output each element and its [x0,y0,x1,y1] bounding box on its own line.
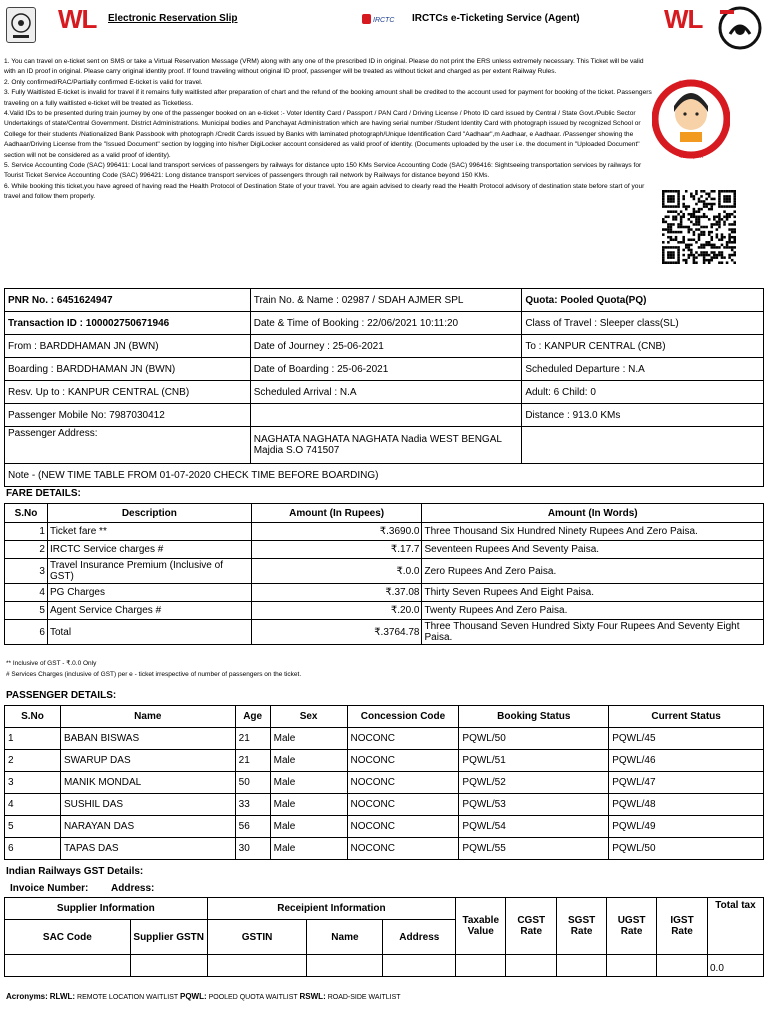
wl-logo-right: WL [664,4,703,34]
pax-concession: NOCONC [347,750,459,772]
irctc-logo-icon [362,11,404,27]
pax-concession: NOCONC [347,816,459,838]
pax-age: 21 [235,728,270,750]
gstin-header: GSTIN [207,920,307,955]
total-tax-value: 0.0 [708,955,764,977]
fare-amount: ₹.0.0 [251,559,422,584]
fare-header-description: Description [47,504,251,523]
pax-header-booking-status: Booking Status [459,706,609,728]
badge-top-text: बेटी बचाओ [678,81,704,88]
fare-amount: ₹.37.08 [251,584,422,602]
fare-amount-words: Three Thousand Seven Hundred Sixty Four Rupees And Seventy Eight Paisa. [422,620,764,645]
cgst-rate-header: CGST Rate [506,898,557,955]
fare-amount: ₹.3690.0 [251,523,422,541]
fare-footnote-service: # Services Charges (inclusive of GST) per e - ticket irrespective of number of passengers on the ticket. [6,671,302,678]
pax-booking-status: PQWL/51 [459,750,609,772]
ugst-rate-header: UGST Rate [607,898,657,955]
fare-header-sno: S.No [5,504,48,523]
pax-sex: Male [270,794,347,816]
gst-cell [557,955,607,977]
empty-cell [250,404,522,427]
gst-cell [657,955,708,977]
pax-age: 33 [235,794,270,816]
acronym-pqwl: PQWL: [179,992,207,1001]
timetable-note: Note - (NEW TIME TABLE FROM 01-07-2020 CHECK TIME BEFORE BOARDING) [5,464,764,487]
pax-sno: 4 [5,794,61,816]
fare-table [4,503,764,645]
fare-description: Ticket fare ** [47,523,251,541]
address-line-2: Majdia S.O 741507 [253,445,340,456]
fare-description: Total [47,620,251,645]
irctc-logo-text: IRCTC [373,17,395,24]
gst-cell [130,955,207,977]
pax-current-status: PQWL/46 [609,750,764,772]
pax-header-current-status: Current Status [609,706,764,728]
instruction-1: 1. You can travel on e-ticket sent on SMS or take a Virtual Reservation Message (VRM) along with any one of the prescribed ID in original. Please do not print the ERS unless extremely necessary. This Ticket will be valid with an ID proof in original. Please carry original identity proof. If found traveling without original ID proof, passenger will be treated as without ticket and charged as per extent Railway Rules. [4,58,644,76]
pax-age: 30 [235,838,270,860]
supplier-gstn-header: Supplier GSTN [130,920,207,955]
gst-cell [207,955,307,977]
address-line-1: NAGHATA NAGHATA NAGHATA Nadia WEST BENGAL [253,434,502,445]
pax-concession: NOCONC [347,838,459,860]
fare-row [5,584,764,602]
sgst-rate-header: SGST Rate [557,898,607,955]
fare-row [5,523,764,541]
pax-header-concession: Concession Code [347,706,459,728]
pax-header-sno: S.No [5,706,61,728]
fare-sno: 5 [5,602,48,620]
instruction-3: 3. Fully Waitlisted E-ticket is invalid for travel if it remains fully waitlisted after preparation of chart and the refund of the booking amount shall be credited to the account used for payment for booking of the ticket. Passengers traveling on a fully waitlisted e-ticket will be treated as Ticketless. [4,89,652,107]
fare-details-title: FARE DETAILS: [6,488,81,499]
railway-emblem-icon [6,7,36,43]
fare-amount: ₹.17.7 [251,541,422,559]
fare-sno: 1 [5,523,48,541]
transaction-id: Transaction ID : 100002750671946 [5,312,251,335]
pax-concession: NOCONC [347,794,459,816]
recipient-info-header: Receipient Information [207,898,456,920]
acronyms-label: Acronyms: [6,992,48,1001]
passenger-address [250,427,522,464]
pnr-number: PNR No. : 6451624947 [5,289,251,312]
boarding-station: Boarding : BARDDHAMAN JN (BWN) [5,358,251,381]
fare-row [5,541,764,559]
distance: Distance : 913.0 KMs [522,404,764,427]
pax-sno: 5 [5,816,61,838]
pax-current-status: PQWL/49 [609,816,764,838]
pax-sno: 1 [5,728,61,750]
pax-name: NARAYAN DAS [60,816,235,838]
pax-name: TAPAS DAS [60,838,235,860]
reservation-upto: Resv. Up to : KANPUR CENTRAL (CNB) [5,381,251,404]
acronyms-line [6,992,401,1001]
fare-header-amount: Amount (In Rupees) [251,504,422,523]
pax-name: SUSHIL DAS [60,794,235,816]
passenger-details-title: PASSENGER DETAILS: [6,690,117,701]
passenger-row [5,794,764,816]
pax-age: 50 [235,772,270,794]
gst-cell [5,955,131,977]
fare-footnote-gst: ** Inclusive of GST - ₹.0.0 Only [6,660,97,667]
fare-description: Travel Insurance Premium (Inclusive of GST) [47,559,251,584]
total-tax-header: Total tax [708,898,764,955]
journey-date: Date of Journey : 25-06-2021 [250,335,522,358]
gst-details-title: Indian Railways GST Details: [6,866,144,877]
gst-cell [607,955,657,977]
pax-sno: 3 [5,772,61,794]
train-name: Train No. & Name : 02987 / SDAH AJMER SPL [250,289,522,312]
fare-amount-words: Thirty Seven Rupees And Eight Paisa. [422,584,764,602]
fare-row [5,620,764,645]
pax-age: 56 [235,816,270,838]
supplier-info-header: Supplier Information [5,898,208,920]
service-title: IRCTCs e-Ticketing Service (Agent) [412,13,580,24]
fare-sno: 2 [5,541,48,559]
instruction-6: 6. While booking this ticket,you have agreed of having read the Health Protocol of Destination State of your travel. You are again advised to clearly read the Health Protocol advisory of destination state before start of your travel and follow them properly. [4,182,645,201]
fare-sno: 4 [5,584,48,602]
boarding-date: Date of Boarding : 25-06-2021 [250,358,522,381]
passenger-row [5,772,764,794]
pax-sno: 6 [5,838,61,860]
fare-amount-words: Twenty Rupees And Zero Paisa. [422,602,764,620]
instruction-5: 5. Service Accounting Code (SAC) 996411: Local land transport services of passengers by railways for distance upto 150 KMs Service Accounting Code (SAC) 996416: Sightseeing transportation services by railways for Tourist Ticket Service Accounting Code (SAC) 996421: Long distance transport services of passengers through rail network by Railways for distance beyond 150 KMs. [4,162,642,180]
pax-booking-status: PQWL/55 [459,838,609,860]
pax-current-status: PQWL/50 [609,838,764,860]
address-label: Passenger Address: [5,427,251,464]
pax-age: 21 [235,750,270,772]
igst-rate-header: IGST Rate [657,898,708,955]
gst-cell [456,955,506,977]
quota: Quota: Pooled Quota(PQ) [522,289,764,312]
fare-amount-words: Zero Rupees And Zero Paisa. [422,559,764,584]
pax-booking-status: PQWL/50 [459,728,609,750]
acronym-rlwl-text: REMOTE LOCATION WAITLIST [77,994,179,1001]
pax-current-status: PQWL/47 [609,772,764,794]
wl-logo-left: WL [58,4,97,34]
booking-time: Date & Time of Booking : 22/06/2021 10:11:20 [250,312,522,335]
pax-header-age: Age [235,706,270,728]
fare-amount: ₹.3764.78 [251,620,422,645]
fare-amount-words: Three Thousand Six Hundred Ninety Rupees And Zero Paisa. [422,523,764,541]
fare-description: PG Charges [47,584,251,602]
badge-bottom-text: बेटी पढ़ाओ [678,153,704,160]
passenger-row [5,750,764,772]
pax-current-status: PQWL/45 [609,728,764,750]
fare-description: IRCTC Service charges # [47,541,251,559]
to-station: To : KANPUR CENTRAL (CNB) [522,335,764,358]
fare-row [5,559,764,584]
passenger-row [5,728,764,750]
pax-header-name: Name [60,706,235,728]
fare-header-words: Amount (In Words) [422,504,764,523]
pax-name: MANIK MONDAL [60,772,235,794]
pax-sex: Male [270,816,347,838]
pax-name: BABAN BISWAS [60,728,235,750]
slip-title: Electronic Reservation Slip [108,13,238,24]
pax-booking-status: PQWL/54 [459,816,609,838]
fare-description: Agent Service Charges # [47,602,251,620]
passenger-row [5,816,764,838]
acronym-rswl-text: ROAD-SIDE WAITLIST [327,994,401,1001]
taxable-value-header: Taxable Value [456,898,506,955]
pax-booking-status: PQWL/53 [459,794,609,816]
beti-bachao-badge-icon [652,76,730,162]
pax-sex: Male [270,772,347,794]
fare-amount: ₹.20.0 [251,602,422,620]
pax-sno: 2 [5,750,61,772]
sac-code-header: SAC Code [5,920,131,955]
gst-table [4,897,764,977]
pax-concession: NOCONC [347,772,459,794]
fare-amount-words: Seventeen Rupees And Seventy Paisa. [422,541,764,559]
passenger-mobile: Passenger Mobile No: 7987030412 [5,404,251,427]
fare-row [5,602,764,620]
recipient-name-header: Name [307,920,383,955]
instruction-2: 2. Only confirmed/RAC/Partially confirmed E-ticket is valid for travel. [4,78,203,86]
qr-code-icon [662,190,740,264]
pax-booking-status: PQWL/52 [459,772,609,794]
travel-class: Class of Travel : Sleeper class(SL) [522,312,764,335]
scheduled-arrival: Scheduled Arrival : N.A [250,381,522,404]
recipient-address-header: Address [383,920,456,955]
fare-sno: 6 [5,620,48,645]
from-station: From : BARDDHAMAN JN (BWN) [5,335,251,358]
fare-sno: 3 [5,559,48,584]
instructions [4,57,652,203]
gst-cell [506,955,557,977]
pax-name: SWARUP DAS [60,750,235,772]
pax-current-status: PQWL/48 [609,794,764,816]
passenger-row [5,838,764,860]
acronym-pqwl-text: POOLED QUOTA WAITLIST [208,994,298,1001]
gst-cell [307,955,383,977]
pax-sex: Male [270,838,347,860]
acronym-rlwl: RLWL: [49,992,76,1001]
journey-info-table [4,288,764,487]
pax-header-sex: Sex [270,706,347,728]
passenger-table [4,705,764,860]
pax-concession: NOCONC [347,728,459,750]
acronym-rswl: RSWL: [299,992,326,1001]
scheduled-departure: Scheduled Departure : N.A [522,358,764,381]
invoice-number-label: Invoice Number: [10,883,89,894]
pax-sex: Male [270,728,347,750]
gst-cell [383,955,456,977]
empty-cell [522,427,764,464]
gst-address-label: Address: [111,883,155,894]
indian-railways-logo-icon [716,4,764,52]
pax-sex: Male [270,750,347,772]
instruction-4: 4.Valid IDs to be presented during train journey by one of the passenger booked on an e-ticket :- Voter Identity Card / Passport / PAN Card / Driving License / Photo ID card issued by Central / State Govt./Public Sector Undertakings of state/Central Government. District Administrations. Municipal bodies and Panchayat Administration which are having serial number /Student Identity Card with photograph issued by recognized School or College for their students /Nationalized Bank Passbook with photograph /Credit Cards issued by Banks with laminated photograph/Unique Identification Card "Aadhaar",m Aadhaar, e Aadhaar. /Passenger showing the Aadhaar/Driving License from the "Issued Document" section by logging into his/her DigiLocker account considered as valid proof of identity. (Documents uploaded by the user i.e. the document in "Uploaded Document" section will not be considered as a valid proof of identity). [4,110,641,159]
passenger-count: Adult: 6 Child: 0 [522,381,764,404]
